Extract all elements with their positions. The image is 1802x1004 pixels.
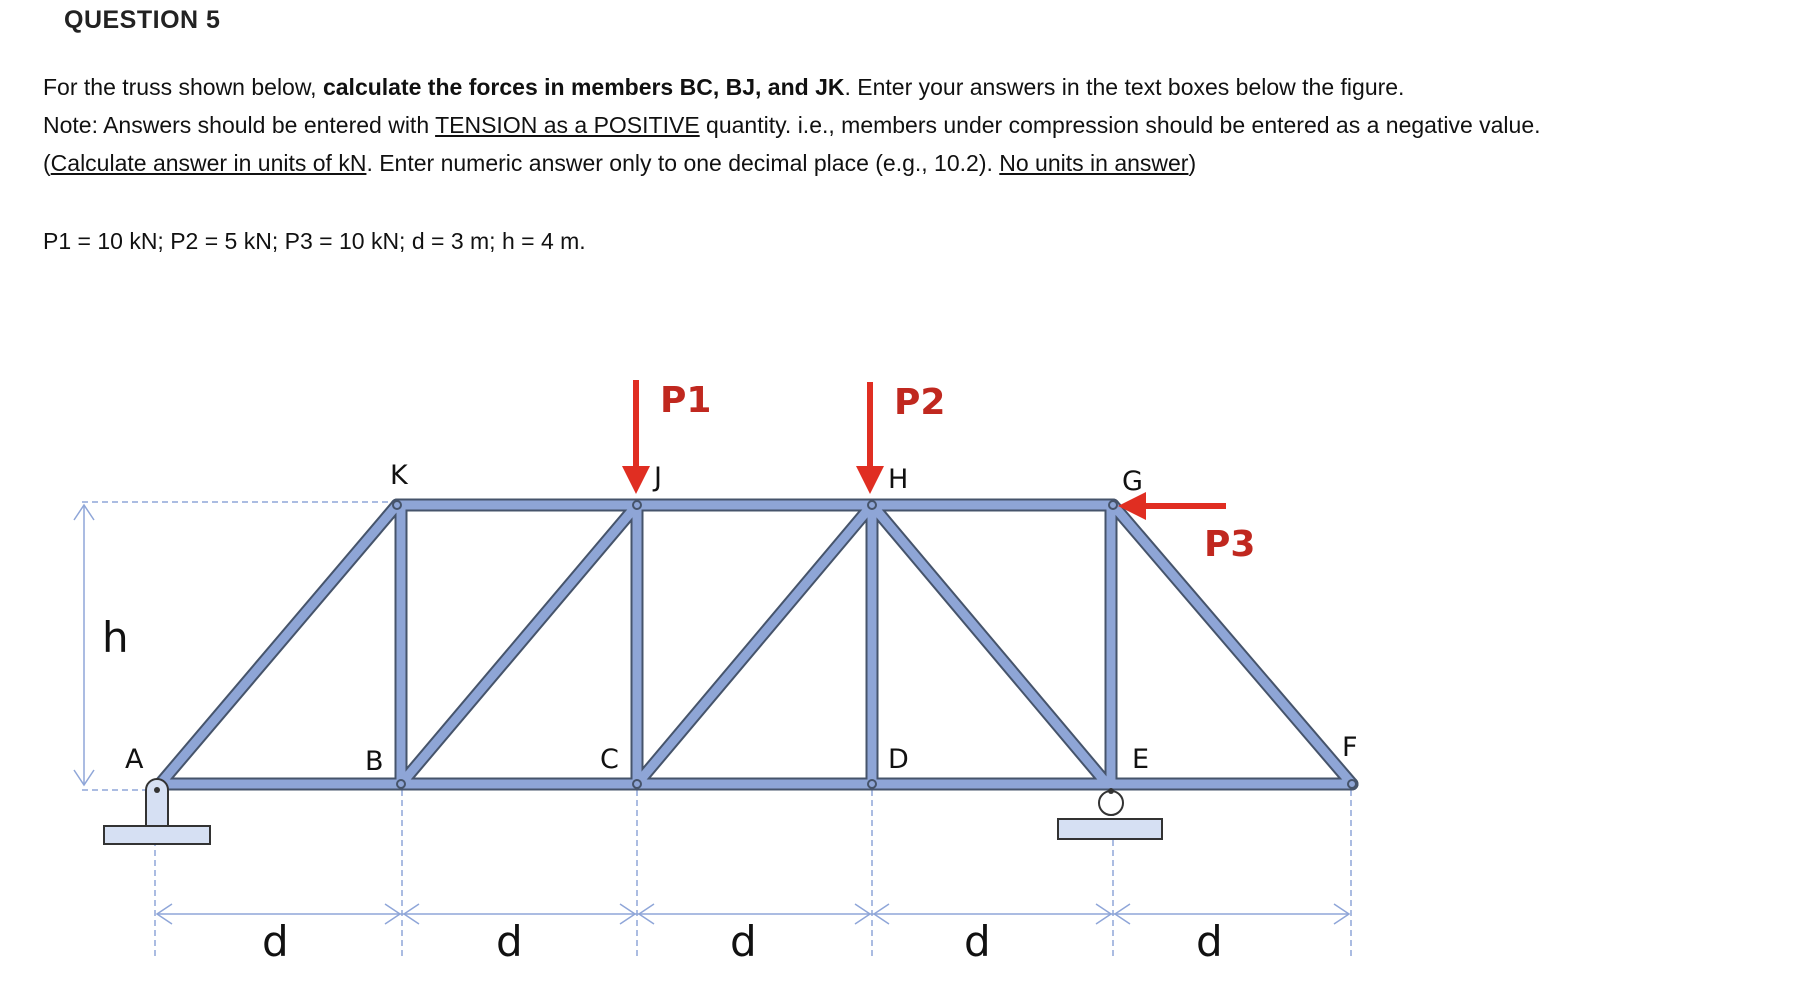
load-label-P1: P1 [660, 380, 712, 421]
instruction-3b: Calculate answer in units of kN [50, 150, 367, 176]
joint-H [868, 501, 876, 509]
instruction-3e: ) [1188, 150, 1197, 176]
dim-label-d4: d [964, 917, 991, 966]
given-values: P1 = 10 kN; P2 = 5 kN; P3 = 10 kN; d = 3 m; h = 4 m. [43, 228, 586, 254]
joint-G [1109, 501, 1117, 509]
instruction-1a: For the truss shown below, [43, 74, 323, 100]
joint-B [397, 780, 405, 788]
member-AK [160, 505, 397, 784]
load-P2-arrow [856, 382, 884, 494]
roller-support-E [1058, 788, 1162, 839]
dim-label-h: h [102, 613, 129, 662]
joint-D [868, 780, 876, 788]
joint-J [633, 501, 641, 509]
load-label-P3: P3 [1204, 524, 1256, 565]
member-BJ [401, 505, 637, 784]
node-label-D: D [888, 744, 909, 775]
node-label-J: J [654, 462, 662, 493]
instruction-1c: . Enter your answers in the text boxes below the figure. [844, 74, 1405, 100]
instruction-2a: Note: Answers should be entered with [43, 112, 436, 138]
load-P1-arrow [622, 380, 650, 494]
joint-K [393, 501, 401, 509]
joint-C [633, 780, 641, 788]
node-label-K: K [390, 460, 408, 491]
load-label-P2: P2 [894, 382, 946, 423]
dim-label-d3: d [730, 917, 757, 966]
instruction-2c: quantity. i.e., members under compression should be entered as a negative value. [699, 112, 1541, 138]
member-HE [872, 505, 1107, 784]
instruction-1b: calculate the forces in members BC, BJ, and JK [322, 74, 845, 100]
node-label-H: H [888, 464, 909, 495]
node-label-B: B [365, 746, 384, 777]
member-CH [637, 505, 872, 784]
node-label-C: C [600, 744, 619, 775]
node-label-G: G [1122, 466, 1143, 497]
question-title: QUESTION 5 [64, 6, 221, 34]
dim-label-d1: d [262, 917, 289, 966]
dim-label-d5: d [1196, 917, 1223, 966]
instruction-3a: ( [43, 150, 51, 176]
dim-label-d2: d [496, 917, 523, 966]
instruction-3c: . Enter numeric answer only to one decimal place (e.g., 10.2). [366, 150, 1000, 176]
joint-F [1348, 780, 1356, 788]
node-label-A: A [125, 744, 144, 775]
instruction-2b: TENSION as a POSITIVE [435, 112, 700, 138]
node-label-E: E [1132, 744, 1150, 775]
instruction-3d: No units in answer [999, 150, 1189, 176]
node-label-F: F [1342, 732, 1358, 763]
